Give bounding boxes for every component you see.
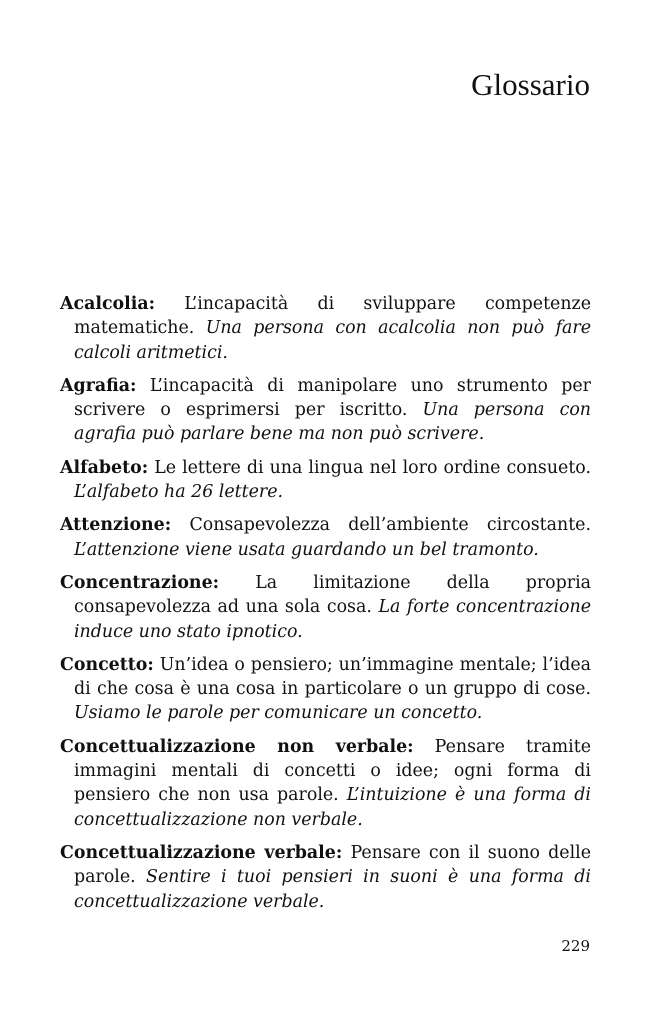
entry-example: L’attenzione viene usata guardando un bel tramonto. xyxy=(74,539,539,560)
glossary-entry-concetto xyxy=(60,653,591,726)
entry-definition: Pensare tramite immagini mentali di concetti o idee; ogni forma di pensiero che non usa parole. xyxy=(74,736,592,806)
entry-definition: Pensare con il suono delle parole. xyxy=(74,842,591,888)
entry-definition: Consapevolezza dell’ambiente circostante. xyxy=(189,515,592,536)
glossary-entry-attenzione xyxy=(60,513,591,562)
glossary-list xyxy=(60,292,591,923)
entry-definition: Le lettere di una lingua nel loro ordine consueto. xyxy=(154,457,591,478)
entry-term: Concetto: xyxy=(60,654,154,675)
glossary-entry-agrafia xyxy=(60,374,591,447)
glossary-entry-concentrazione xyxy=(60,571,591,644)
entry-example: La forte concentrazione induce uno stato ipnotico. xyxy=(74,597,591,642)
entry-definition: L’incapacità di manipolare uno strumento per scrivere o esprimersi per iscritto. xyxy=(74,375,591,421)
entry-definition: L’incapacità di sviluppare competenze matematiche. xyxy=(74,294,592,339)
entry-example: L’alfabeto ha 26 lettere. xyxy=(74,482,284,503)
glossary-entry-acalcolia xyxy=(60,292,591,365)
entry-example: Una persona con agrafia può parlare bene ma non può scrivere. xyxy=(74,400,591,445)
page-number: 229 xyxy=(561,937,590,955)
entry-example: Una persona con acalcolia non può fare calcoli aritmetici. xyxy=(74,318,592,363)
entry-term: Attenzione: xyxy=(60,515,172,536)
entry-definition: Un’idea o pensiero; un’immagine mentale; l’idea di che cosa è una cosa in particolare o un gruppo di cose. xyxy=(74,654,591,700)
entry-term: Agrafia: xyxy=(60,375,137,396)
entry-definition: La limitazione della propria consapevolezza ad una sola cosa. xyxy=(74,572,591,618)
glossary-entry-concettualizzazione-non-verbale xyxy=(60,735,591,832)
entry-term: Concettualizzazione non verbale: xyxy=(60,736,414,757)
entry-example: Usiamo le parole per comunicare un concetto. xyxy=(74,703,483,724)
entry-term: Concettualizzazione verbale: xyxy=(60,842,343,863)
page-title: Glossario xyxy=(471,67,590,102)
entry-example: Sentire i tuoi pensieri in suoni è una forma di concettualizzazione verbale. xyxy=(74,867,591,912)
entry-term: Concentrazione: xyxy=(60,572,220,593)
glossary-entry-alfabeto xyxy=(60,456,591,505)
entry-term: Alfabeto: xyxy=(60,457,149,478)
entry-term: Acalcolia: xyxy=(60,294,156,314)
entry-example: L’intuizione è una forma di concettualizzazione non verbale. xyxy=(74,785,591,830)
glossary-entry-concettualizzazione-verbale xyxy=(60,841,591,914)
